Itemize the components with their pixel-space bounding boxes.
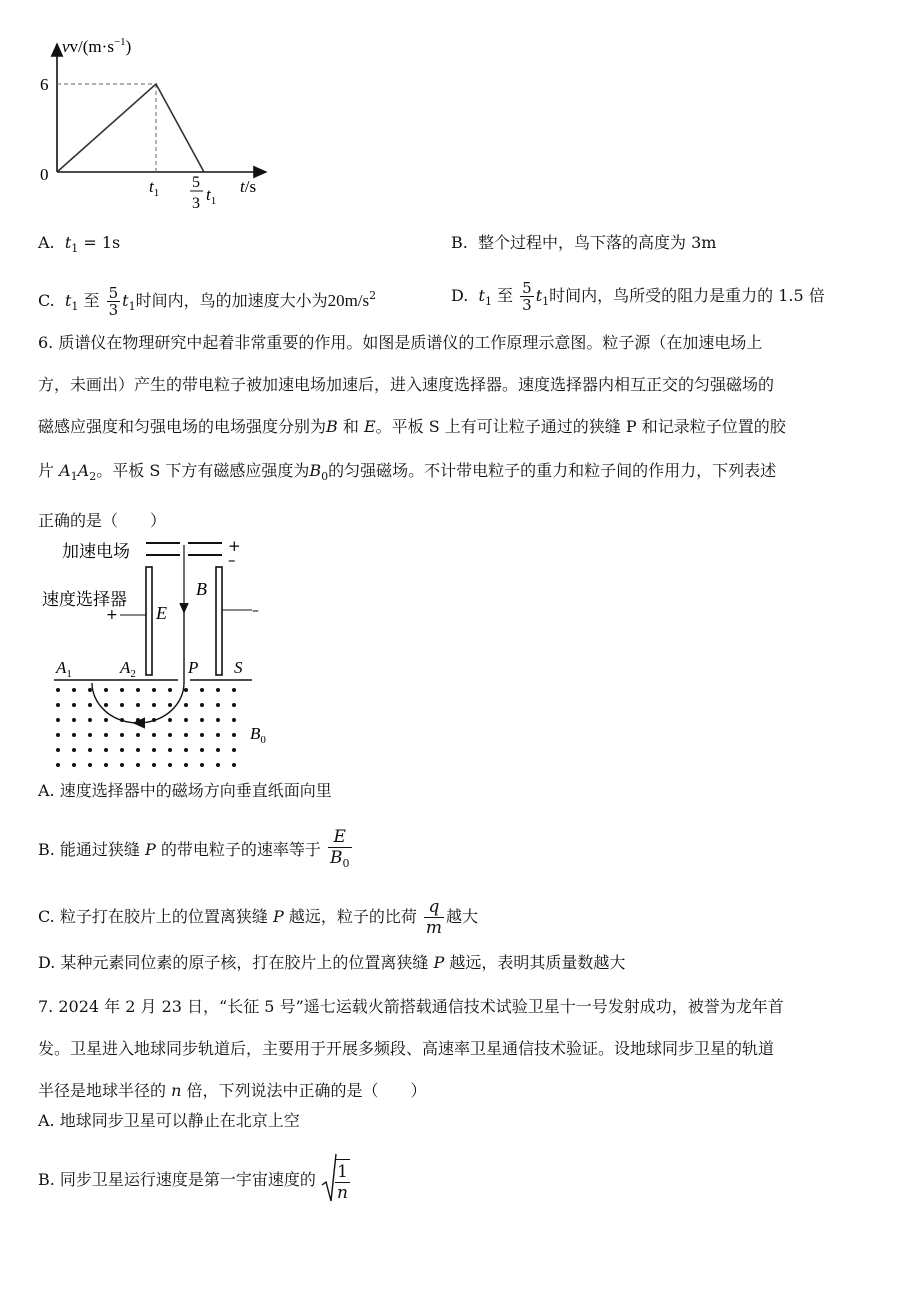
field-dot: [216, 688, 220, 692]
mass-spectrometer-diagram: [38, 535, 298, 775]
field-dot: [200, 688, 204, 692]
field-dot: [88, 763, 92, 767]
q5-option-d[interactable]: D. $t_1$ 至 $\frac{5}{3}$ $t_1$时间内，鸟所受的阻力是重力的 1.5 倍: [451, 279, 825, 314]
q6-option-c[interactable]: C. 粒子打在胶片上的位置离狭缝 P 越远，粒子的比荷 $\frac{q}{m}$ 越大: [38, 897, 479, 938]
fraction-5-3-d: $\frac{5}{3}$: [522, 279, 532, 314]
field-dot: [216, 733, 220, 737]
field-dot: [56, 733, 60, 737]
field-dot: [216, 718, 220, 722]
q5-option-b[interactable]: B. 整个过程中，鸟下落的高度为 3m: [451, 233, 717, 252]
field-dot: [104, 748, 108, 752]
q6-line3: 磁感应强度和匀强电场的电场强度分别为B 和 E。平板 S 上有可让粒子通过的狭缝 P 和记录粒子位置的胶: [38, 417, 786, 436]
label-E: E: [156, 603, 167, 623]
field-dot: [56, 718, 60, 722]
field-dot: [120, 703, 124, 707]
field-dot: [136, 688, 140, 692]
field-dot: [104, 733, 108, 737]
q6-option-b[interactable]: B. 能通过狭缝 P 的带电粒子的速率等于 $\frac{E}{B_0}$: [38, 826, 354, 874]
field-dot: [72, 703, 76, 707]
field-dot: [152, 688, 156, 692]
field-dot: [168, 748, 172, 752]
field-dot: [104, 703, 108, 707]
q7-line3: 半径是地球半径的 n 倍，下列说法中正确的是（ ）: [38, 1081, 427, 1100]
q7-line2: 发。卫星进入地球同步轨道后，主要用于开展多频段、高速率卫星通信技术验证。设地球同步卫星的轨道: [38, 1039, 775, 1058]
q6-stem: [38, 322, 864, 542]
field-dot: [232, 763, 236, 767]
field-dot: [136, 718, 140, 722]
field-dot: [72, 763, 76, 767]
field-dot: [120, 748, 124, 752]
sqrt-1-over-n: $\frac{1}{n}$: [321, 1153, 352, 1209]
q7-line1: 7. 2024 年 2 月 23 日，“长征 5 号”遥七运载火箭搭载通信技术试验卫星十一号发射成功，被誉为龙年首: [38, 997, 784, 1016]
q6-line5: 正确的是（ ）: [38, 511, 167, 530]
field-dot: [184, 703, 188, 707]
y-axis-label: $vv/(m\cdot s^{-1})$: [62, 36, 132, 56]
field-dot: [88, 718, 92, 722]
x-axis-label: t/s: [240, 177, 257, 196]
q6-option-a[interactable]: A. 速度选择器中的磁场方向垂直纸面向里: [38, 781, 332, 800]
q5-option-c[interactable]: C. $t_1$ 至 $\frac{5}{3}$ $t_1$时间内，鸟的加速度大小为$20m/s^2$: [38, 284, 377, 319]
q5-option-a[interactable]: A. $t_1 = 1s$: [38, 233, 121, 255]
q7-option-a[interactable]: A. 地球同步卫星可以静止在北京上空: [38, 1111, 300, 1130]
field-dot: [200, 748, 204, 752]
label-P: P: [188, 658, 199, 677]
magnetic-field-dots: [56, 688, 236, 767]
field-dot: [152, 718, 156, 722]
field-dot: [120, 733, 124, 737]
fraction-E-B0: $\frac{E}{B_0}$: [328, 827, 352, 874]
fraction-5-3: $\frac{5}{3}$: [108, 284, 119, 319]
field-dot: [200, 703, 204, 707]
field-dot: [72, 733, 76, 737]
field-dot: [136, 748, 140, 752]
field-dot: [216, 703, 220, 707]
field-dot: [168, 688, 172, 692]
x-tick-5-3-den: 3: [192, 195, 200, 212]
field-dot: [168, 733, 172, 737]
field-dot: [168, 763, 172, 767]
label-B: B: [196, 579, 207, 599]
field-dot: [184, 718, 188, 722]
field-dot: [88, 748, 92, 752]
label-A2: $A_2$: [120, 658, 136, 680]
origin-label: 0: [40, 165, 49, 184]
q6-option-d[interactable]: D. 某种元素同位素的原子核，打在胶片上的位置离狭缝 P 越远，表明其质量数越大: [38, 953, 626, 972]
field-dot: [184, 688, 188, 692]
field-dot: [72, 688, 76, 692]
fraction-q-m: $\frac{q}{m}$: [425, 897, 443, 938]
field-dot: [200, 718, 204, 722]
field-dot: [120, 718, 124, 722]
label-A1: $A_1$: [56, 658, 72, 680]
field-dot: [88, 733, 92, 737]
field-dot: [184, 748, 188, 752]
q6-line2: 方，未画出）产生的带电粒子被加速电场加速后，进入速度选择器。速度选择器内相互正交的匀强磁场的: [38, 375, 775, 394]
field-dot: [152, 748, 156, 752]
field-dot: [88, 688, 92, 692]
field-dot: [200, 733, 204, 737]
field-dot: [72, 748, 76, 752]
field-dot: [136, 763, 140, 767]
field-dot: [72, 718, 76, 722]
field-dot: [152, 763, 156, 767]
field-dot: [232, 748, 236, 752]
field-dot: [152, 703, 156, 707]
field-dot: [104, 688, 108, 692]
accel-minus: –: [228, 551, 236, 569]
q7-option-b[interactable]: B. 同步卫星运行速度是第一宇宙速度的 $\frac{1}{n}$: [38, 1152, 352, 1209]
field-dot: [200, 763, 204, 767]
field-dot: [152, 733, 156, 737]
field-dot: [184, 733, 188, 737]
label-S: S: [234, 658, 243, 677]
selector-minus: –: [252, 603, 259, 619]
field-dot: [56, 763, 60, 767]
field-dot: [232, 718, 236, 722]
field-dot: [120, 763, 124, 767]
field-dot: [216, 748, 220, 752]
accel-field-label: 加速电场: [62, 542, 130, 562]
field-dot: [168, 718, 172, 722]
field-dot: [88, 703, 92, 707]
field-dot: [56, 688, 60, 692]
y-tick-6: 6: [40, 75, 49, 94]
label-B0: $B_0$: [250, 724, 266, 746]
field-dot: [136, 703, 140, 707]
field-dot: [104, 763, 108, 767]
q6-line1: 6. 质谱仪在物理研究中起着非常重要的作用。如图是质谱仪的工作原理示意图。粒子源（在加速电场上: [38, 333, 763, 352]
field-dot: [168, 703, 172, 707]
field-dot: [120, 688, 124, 692]
field-dot: [232, 703, 236, 707]
x-tick-5-3-num: 5: [192, 174, 200, 191]
velocity-line: [57, 84, 204, 172]
selector-label: 速度选择器: [42, 590, 127, 610]
field-dot: [232, 733, 236, 737]
q7-stem: [38, 986, 864, 1112]
field-dot: [184, 763, 188, 767]
selector-plus: +: [106, 607, 118, 623]
vt-graph: [30, 30, 280, 220]
x-tick-t1: $t_1$: [149, 177, 160, 199]
field-dot: [56, 748, 60, 752]
x-tick-5-3-t1: $t_1$: [206, 185, 217, 207]
field-dot: [104, 718, 108, 722]
field-dot: [216, 763, 220, 767]
field-dot: [136, 733, 140, 737]
field-dot: [56, 703, 60, 707]
accel-plus: +: [228, 537, 241, 555]
field-dot: [232, 688, 236, 692]
q6-line4: 片 $A_1A_2$。平板 S 下方有磁感应强度为$B_0$的匀强磁场。不计带电粒子的重力和粒子间的作用力，下列表述: [38, 461, 777, 483]
